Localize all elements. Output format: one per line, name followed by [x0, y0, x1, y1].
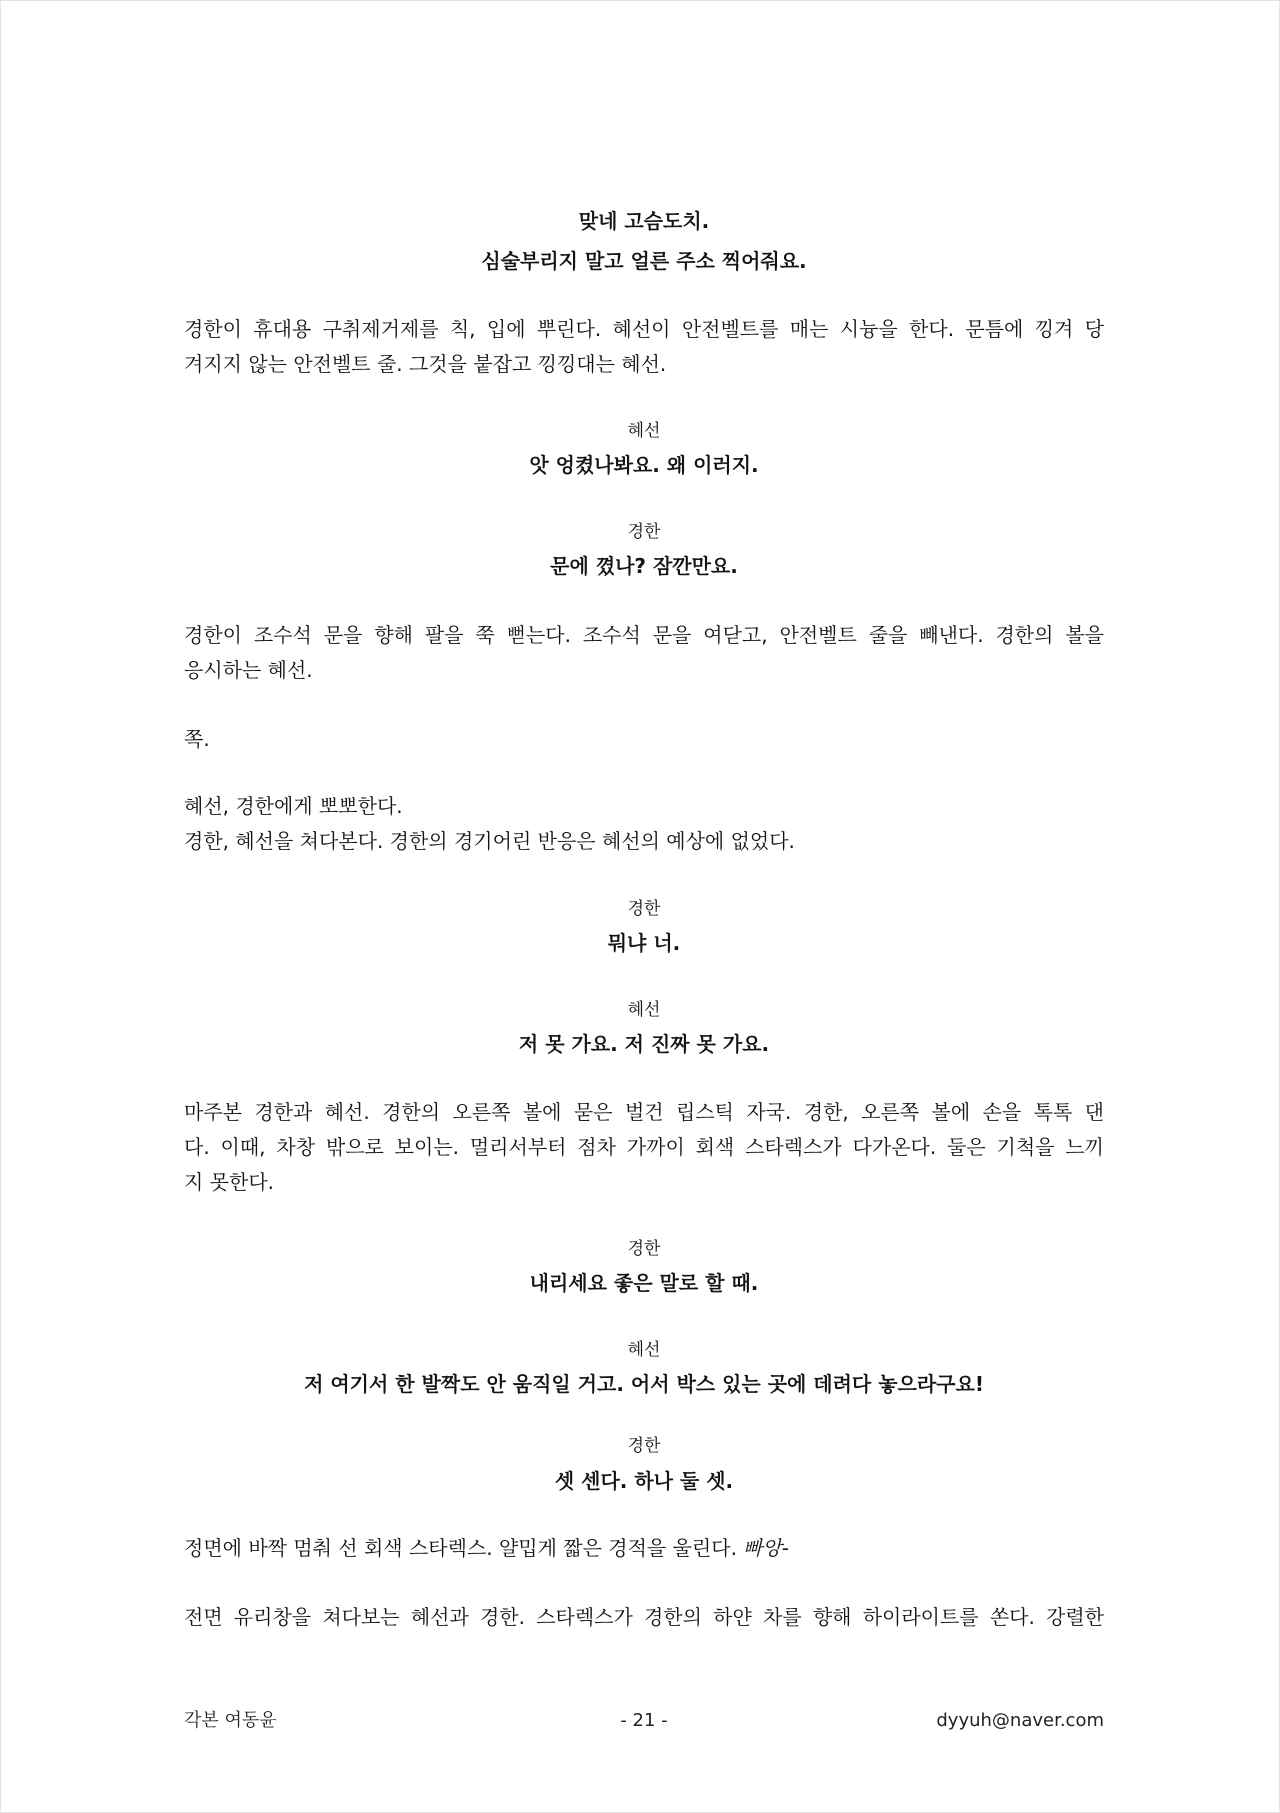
action-line: 경한이 휴대용 구취제거제를 칙, 입에 뿌린다. 혜선이 안전벨트를 매는 시늉을 한다. 문틈에 낑겨 당	[184, 317, 1104, 341]
character-name: 경한	[627, 522, 661, 542]
action-line: 겨지지 않는 안전벨트 줄. 그것을 붙잡고 낑낑대는 혜선.	[184, 352, 667, 376]
dialogue-line: 문에 꼈나? 잠깐만요.	[550, 554, 738, 578]
footer-email: dyyuh@naver.com	[936, 1710, 1104, 1731]
page-number: - 21 -	[620, 1710, 668, 1731]
action-line: 경한이 조수석 문을 향해 팔을 쭉 뻗는다. 조수석 문을 여닫고, 안전벨트 줄을 빼낸다. 경한의 볼을	[184, 623, 1104, 647]
dialogue-line: 심술부리지 말고 얼른 주소 찍어줘요.	[481, 249, 807, 273]
dialogue-line: 앗 엉켰나봐요. 왜 이러지.	[529, 453, 759, 477]
dialogue-line: 셋 센다. 하나 둘 셋.	[554, 1469, 734, 1493]
dialogue-line: 내리세요 좋은 말로 할 때.	[529, 1271, 759, 1295]
action-line: 전면 유리창을 쳐다보는 혜선과 경한. 스타렉스가 경한의 하얀 차를 향해 하이라이트를 쏜다. 강렬한	[184, 1605, 1104, 1629]
action-line: 혜선, 경한에게 뽀뽀한다.	[184, 794, 403, 818]
dialogue-line: 맞네 고슴도치.	[578, 209, 710, 233]
action-line: 응시하는 혜선.	[184, 658, 313, 682]
character-name: 경한	[627, 1239, 661, 1259]
sound-effect-text: 빠앙-	[742, 1536, 789, 1560]
action-line: 마주본 경한과 혜선. 경한의 오른쪽 볼에 묻은 벌건 립스틱 자국. 경한, 오른쪽 볼에 손을 톡톡 댄	[184, 1100, 1104, 1124]
dialogue-line: 저 못 가요. 저 진짜 못 가요.	[518, 1032, 770, 1056]
action-line: 경한, 혜선을 쳐다본다. 경한의 경기어린 반응은 혜선의 예상에 없었다.	[184, 829, 795, 853]
character-name: 경한	[627, 1436, 661, 1456]
footer-author: 각본 여동윤	[184, 1710, 277, 1731]
character-name: 혜선	[627, 421, 661, 441]
character-name: 혜선	[627, 1000, 661, 1020]
action-line: 쪽.	[184, 727, 210, 751]
dialogue-line: 저 여기서 한 발짝도 안 움직일 거고. 어서 박스 있는 곳에 데려다 놓으라구요!	[304, 1372, 984, 1396]
character-name: 경한	[627, 899, 661, 919]
action-line	[184, 1531, 1104, 1565]
action-line: 다. 이때, 차창 밖으로 보이는. 멀리서부터 점차 가까이 회색 스타렉스가 다가온다. 둘은 기척을 느끼	[184, 1135, 1104, 1159]
action-text: 정면에 바짝 멈춰 선 회색 스타렉스. 얄밉게 짧은 경적을 울린다.	[184, 1536, 737, 1560]
action-line: 지 못한다.	[184, 1170, 274, 1194]
dialogue-line: 뭐냐 너.	[607, 931, 681, 955]
character-name: 혜선	[627, 1340, 661, 1360]
